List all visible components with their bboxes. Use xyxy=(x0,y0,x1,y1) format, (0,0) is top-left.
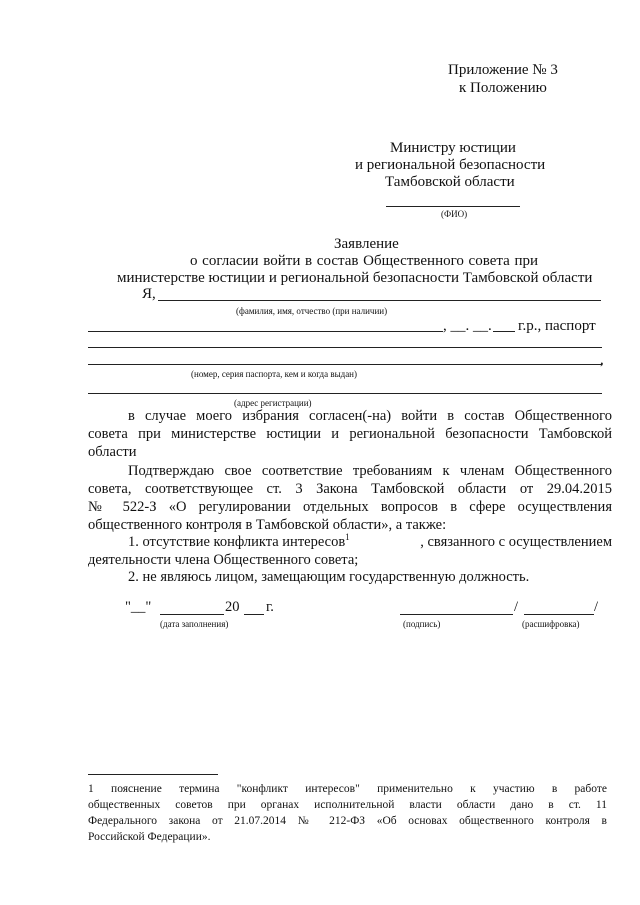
addressee-line-1: Министру юстиции xyxy=(390,140,516,156)
document-title: Заявление xyxy=(334,236,399,252)
consent-line-2: совета при министерстве юстиции и региональной безопасности Тамбовской xyxy=(88,426,612,442)
dob-day-sep: , __. xyxy=(443,318,470,334)
appendix-number: Приложение № 3 xyxy=(448,62,558,78)
addressee-line-3: Тамбовской области xyxy=(385,174,515,190)
footnote-line-2: общественных советов при органах исполнительной власти области дано в ст. 11 xyxy=(88,799,607,811)
passport-field-1[interactable] xyxy=(88,331,443,332)
footnote-line-1: 1 пояснение термина "конфликт интересов" применительно к участию в работе xyxy=(88,783,607,795)
decode-hint: (расшифровка) xyxy=(522,619,580,629)
title-line-2: о согласии войти в состав Общественного совета при xyxy=(190,253,538,269)
passport-field-2[interactable] xyxy=(88,347,602,348)
signature-slash-2: / xyxy=(594,599,599,615)
date-month-field[interactable] xyxy=(160,614,224,615)
date-year-suffix: г. xyxy=(266,599,274,615)
passport-field-3[interactable] xyxy=(88,364,602,365)
ya-label: Я, xyxy=(142,286,156,302)
signature-hint: (подпись) xyxy=(403,619,441,629)
consent-line-1: в случае моего избрания согласен(-на) войти в состав Общественного xyxy=(128,408,612,424)
address-hint: (адрес регистрации) xyxy=(234,398,312,408)
item-1-line-1 xyxy=(128,533,612,551)
addressee-line-2: и региональной безопасности xyxy=(355,157,546,173)
address-field[interactable] xyxy=(88,393,602,394)
confirm-line-2: совета, соответствующее ст. 3 Закона Тамбовской области от 29.04.2015 xyxy=(88,481,612,497)
full-name-hint: (фамилия, имя, отчество (при наличии) xyxy=(236,306,388,316)
signature-slash-1: / xyxy=(514,599,519,615)
full-name-field[interactable] xyxy=(158,300,601,301)
footnote-line-3: Федерального закона от 21.07.2014 № 212-ФЗ «Об основах общественного контроля в xyxy=(88,815,607,827)
signature-decode-field[interactable] xyxy=(524,614,594,615)
item-1-line-2: деятельности члена Общественного совета; xyxy=(88,552,359,568)
confirm-line-3: № 522-З «О регулировании отдельных вопросов в сфере осуществления xyxy=(88,499,612,515)
date-year-prefix: 20 xyxy=(225,599,240,615)
footnote-separator xyxy=(88,774,218,775)
fio-line[interactable] xyxy=(386,206,520,207)
fio-label: (ФИО) xyxy=(441,209,468,219)
confirm-line-4: общественного контроля в Тамбовской области», а также: xyxy=(88,517,447,533)
signature-field[interactable] xyxy=(400,614,513,615)
date-year-field[interactable] xyxy=(244,614,264,615)
date-hint: (дата заполнения) xyxy=(160,619,229,629)
item-2: 2. не являюсь лицом, замещающим государственную должность. xyxy=(128,569,530,585)
item-1-text: 1. отсутствие конфликта интересов xyxy=(128,534,346,550)
footnote-line-4: Российской Федерации». xyxy=(88,831,211,843)
appendix-reference: к Положению xyxy=(459,80,547,96)
confirm-line-1: Подтверждаю свое соответствие требованиям к членам Общественного xyxy=(128,463,612,479)
dob-year-field[interactable] xyxy=(493,331,515,332)
passport-comma: , xyxy=(600,352,604,368)
item-1-text-end: , связанного с осуществлением xyxy=(420,534,612,550)
footnote-ref: 1 xyxy=(345,532,350,543)
dob-month-sep: __. xyxy=(473,318,492,334)
dob-passport-label: г.р., паспорт xyxy=(518,318,596,334)
title-line-3: министерстве юстиции и региональной безопасности Тамбовской области xyxy=(117,270,593,286)
passport-hint: (номер, серия паспорта, кем и когда выдан) xyxy=(191,369,357,379)
consent-line-3: области xyxy=(88,444,137,460)
date-day-field[interactable]: "__" xyxy=(125,599,152,615)
